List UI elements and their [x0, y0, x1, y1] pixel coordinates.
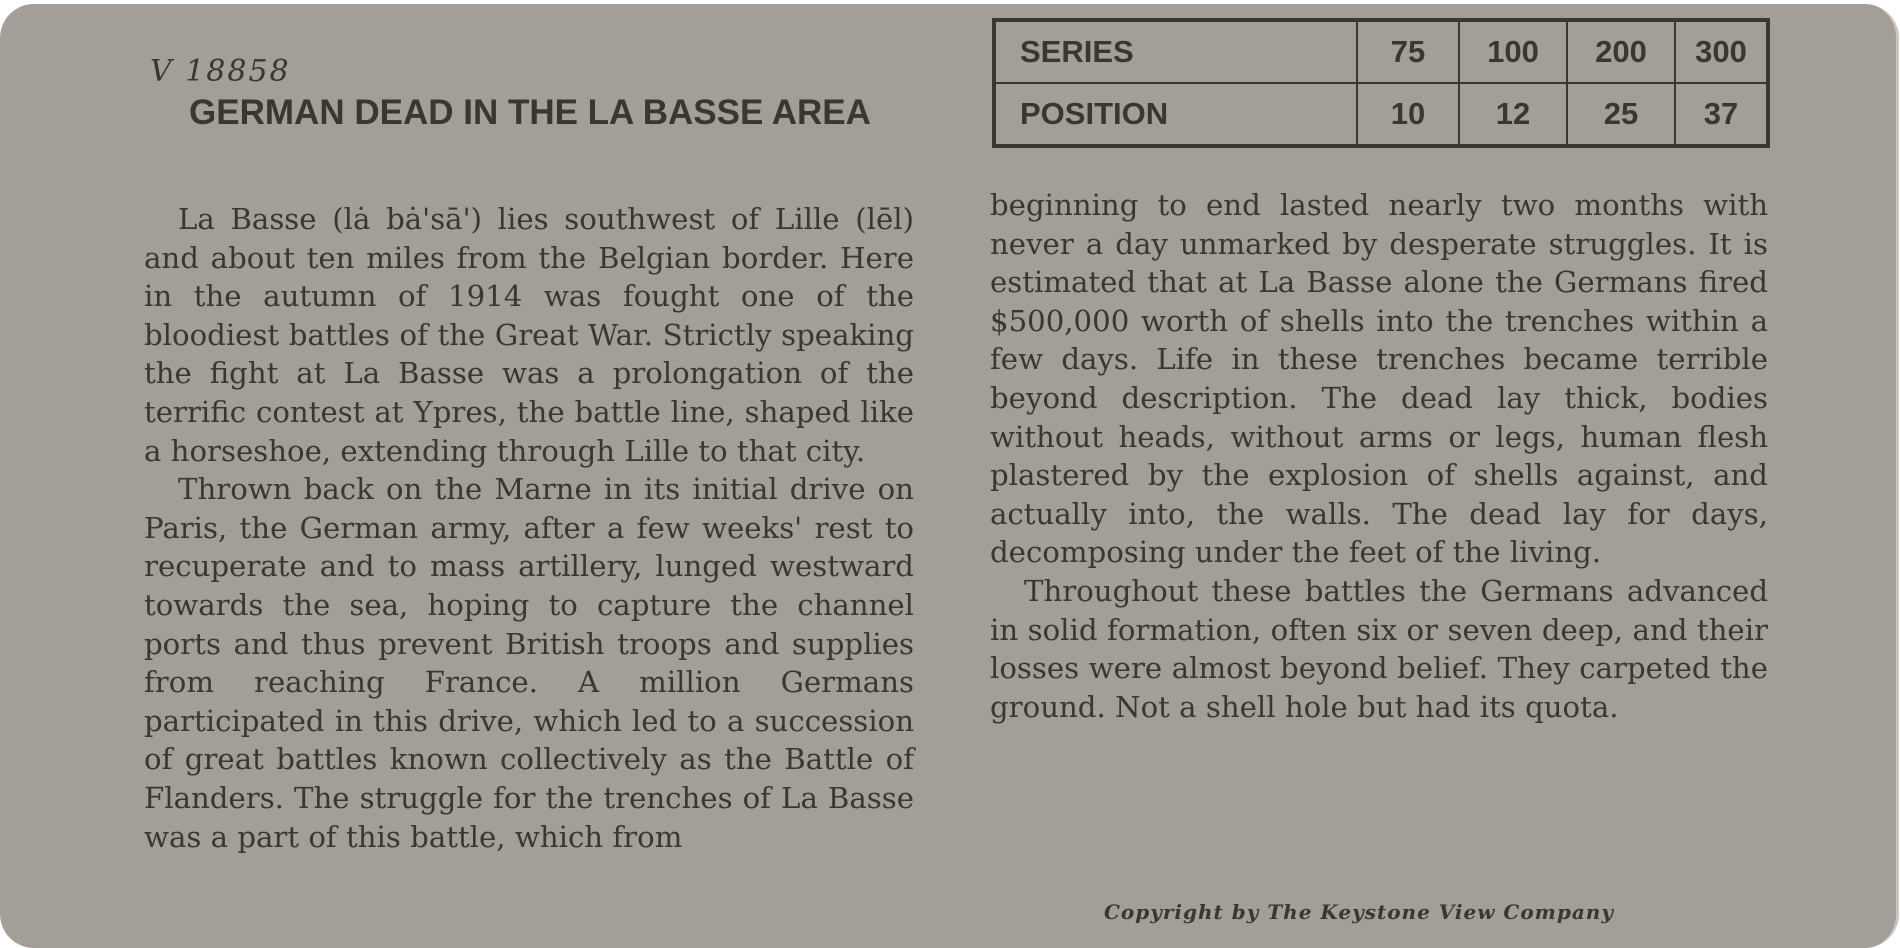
position-value: 12	[1459, 83, 1567, 146]
series-position-table	[992, 18, 1770, 148]
left-text-column	[144, 200, 914, 856]
position-value: 10	[1357, 83, 1459, 146]
stereoview-card-back	[0, 4, 1899, 948]
paragraph: Throughout these battles the Germans advanced in solid formation, often six or seven deep, and their losses were almost beyond belief. They carpeted the ground. Not a shell hole but had its quota.	[990, 573, 1768, 724]
paragraph: beginning to end lasted nearly two months with never a day unmarked by desperate struggles. It is estimated that at La Basse alone the Germans fired $500,000 worth of shells into the trenches within a few days. Life in these trenches became terrible beyond description. The dead lay thick, bodies without heads, without arms or legs, human flesh plastered by the explosion of shells against, and actually into, the walls. The dead lay for days, decomposing under the feet of the living.	[990, 188, 1768, 570]
series-value: 100	[1459, 20, 1567, 83]
catalog-number: V 18858	[150, 54, 291, 89]
card-title: GERMAN DEAD IN THE LA BASSE AREA	[189, 93, 871, 132]
right-text-column	[990, 186, 1768, 726]
position-row	[994, 83, 1768, 146]
series-value: 300	[1675, 20, 1768, 83]
copyright-line: Copyright by The Keystone View Company	[1104, 900, 1614, 924]
paragraph: Thrown back on the Marne in its initial drive on Paris, the German army, after a few weeks' rest to recuperate and to mass artillery, lunged westward towards the sea, hoping to capture the channel ports and thus prevent British troops and supplies from reaching France. A million Germans participated in this drive, which led to a succession of great battles known collectively as the Battle of Flanders. The struggle for the trenches of La Basse was a part of this battle, which from	[144, 472, 914, 854]
series-value: 75	[1357, 20, 1459, 83]
paragraph: La Basse (lȧ bȧ'sā') lies southwest of Lille (lēl) and about ten miles from the Belgian border. Here in the autumn of 1914 was fought one of the bloodiest battles of the Great War. Strictly speaking the fight at La Basse was a prolongation of the terrific contest at Ypres, the battle line, shaped like a horseshoe, extending through Lille to that city.	[144, 202, 914, 468]
series-label: SERIES	[994, 20, 1357, 83]
position-value: 37	[1675, 83, 1768, 146]
position-value: 25	[1567, 83, 1675, 146]
series-row	[994, 20, 1768, 83]
position-label: POSITION	[994, 83, 1357, 146]
series-value: 200	[1567, 20, 1675, 83]
